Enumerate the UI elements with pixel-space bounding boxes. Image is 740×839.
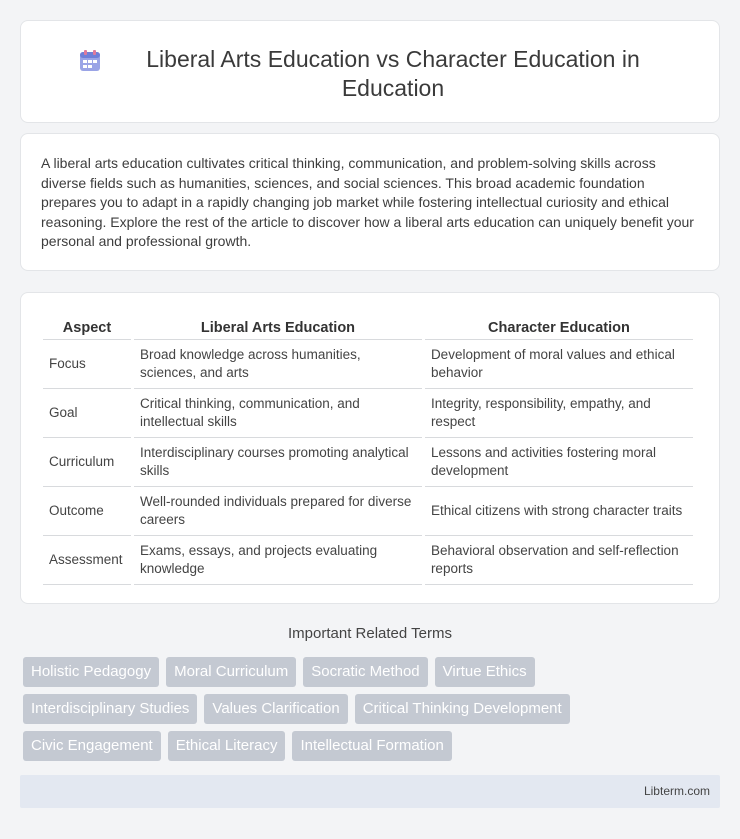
header-aspect: Aspect <box>43 313 131 340</box>
row-aspect: Focus <box>43 340 131 389</box>
row-aspect: Outcome <box>43 487 131 536</box>
footer <box>20 775 720 808</box>
tag-intellectual-formation[interactable]: Intellectual Formation <box>292 731 451 761</box>
comparison-table <box>40 313 696 585</box>
tag-civic-engagement[interactable]: Civic Engagement <box>23 731 161 761</box>
row-aspect: Curriculum <box>43 438 131 487</box>
header-character: Character Education <box>425 313 693 340</box>
row-liberal-arts: Broad knowledge across humanities, sciences, and arts <box>134 340 422 389</box>
row-character: Development of moral values and ethical behavior <box>425 340 693 389</box>
tag-critical-thinking-development[interactable]: Critical Thinking Development <box>355 694 570 724</box>
row-aspect: Assessment <box>43 536 131 585</box>
tag-row <box>23 657 723 687</box>
intro-paragraph: A liberal arts education cultivates critical thinking, communication, and problem-solving skills across diverse fields such as humanities, sciences, and social sciences. This broad academic foundation prepares you to adapt in a rapidly changing job market while fostering intellectual curiosity and ethical reasoning. Explore the rest of the article to discover how a liberal arts education can uniquely benefit your personal and professional growth. <box>41 155 694 250</box>
table-header-row <box>43 313 693 340</box>
tag-socratic-method[interactable]: Socratic Method <box>303 657 427 687</box>
tag-ethical-literacy[interactable]: Ethical Literacy <box>168 731 286 761</box>
row-aspect: Goal <box>43 389 131 438</box>
row-character: Integrity, responsibility, empathy, and respect <box>425 389 693 438</box>
tag-moral-curriculum[interactable]: Moral Curriculum <box>166 657 296 687</box>
tag-virtue-ethics[interactable]: Virtue Ethics <box>435 657 535 687</box>
row-character: Lessons and activities fostering moral development <box>425 438 693 487</box>
row-liberal-arts: Interdisciplinary courses promoting analytical skills <box>134 438 422 487</box>
row-liberal-arts: Well-rounded individuals prepared for diverse careers <box>134 487 422 536</box>
tag-row <box>23 694 723 724</box>
calendar-icon <box>77 48 103 74</box>
intro-card <box>20 133 720 271</box>
table-row <box>43 536 693 585</box>
page-title: Liberal Arts Education vs Character Education in Education <box>146 46 640 101</box>
row-liberal-arts: Critical thinking, communication, and intellectual skills <box>134 389 422 438</box>
title-card <box>20 20 720 123</box>
related-terms-heading: Important Related Terms <box>288 625 452 642</box>
row-character: Ethical citizens with strong character traits <box>425 487 693 536</box>
table-row <box>43 438 693 487</box>
table-row <box>43 487 693 536</box>
row-character: Behavioral observation and self-reflection reports <box>425 536 693 585</box>
footer-site-link[interactable]: Libterm.com <box>643 784 710 798</box>
tag-interdisciplinary-studies[interactable]: Interdisciplinary Studies <box>23 694 197 724</box>
related-terms-list <box>23 657 723 768</box>
header-liberal-arts: Liberal Arts Education <box>134 313 422 340</box>
tag-values-clarification[interactable]: Values Clarification <box>204 694 347 724</box>
tag-row <box>23 731 723 761</box>
comparison-card <box>20 292 720 604</box>
row-liberal-arts: Exams, essays, and projects evaluating knowledge <box>134 536 422 585</box>
tag-holistic-pedagogy[interactable]: Holistic Pedagogy <box>23 657 159 687</box>
table-row <box>43 389 693 438</box>
table-row <box>43 340 693 389</box>
